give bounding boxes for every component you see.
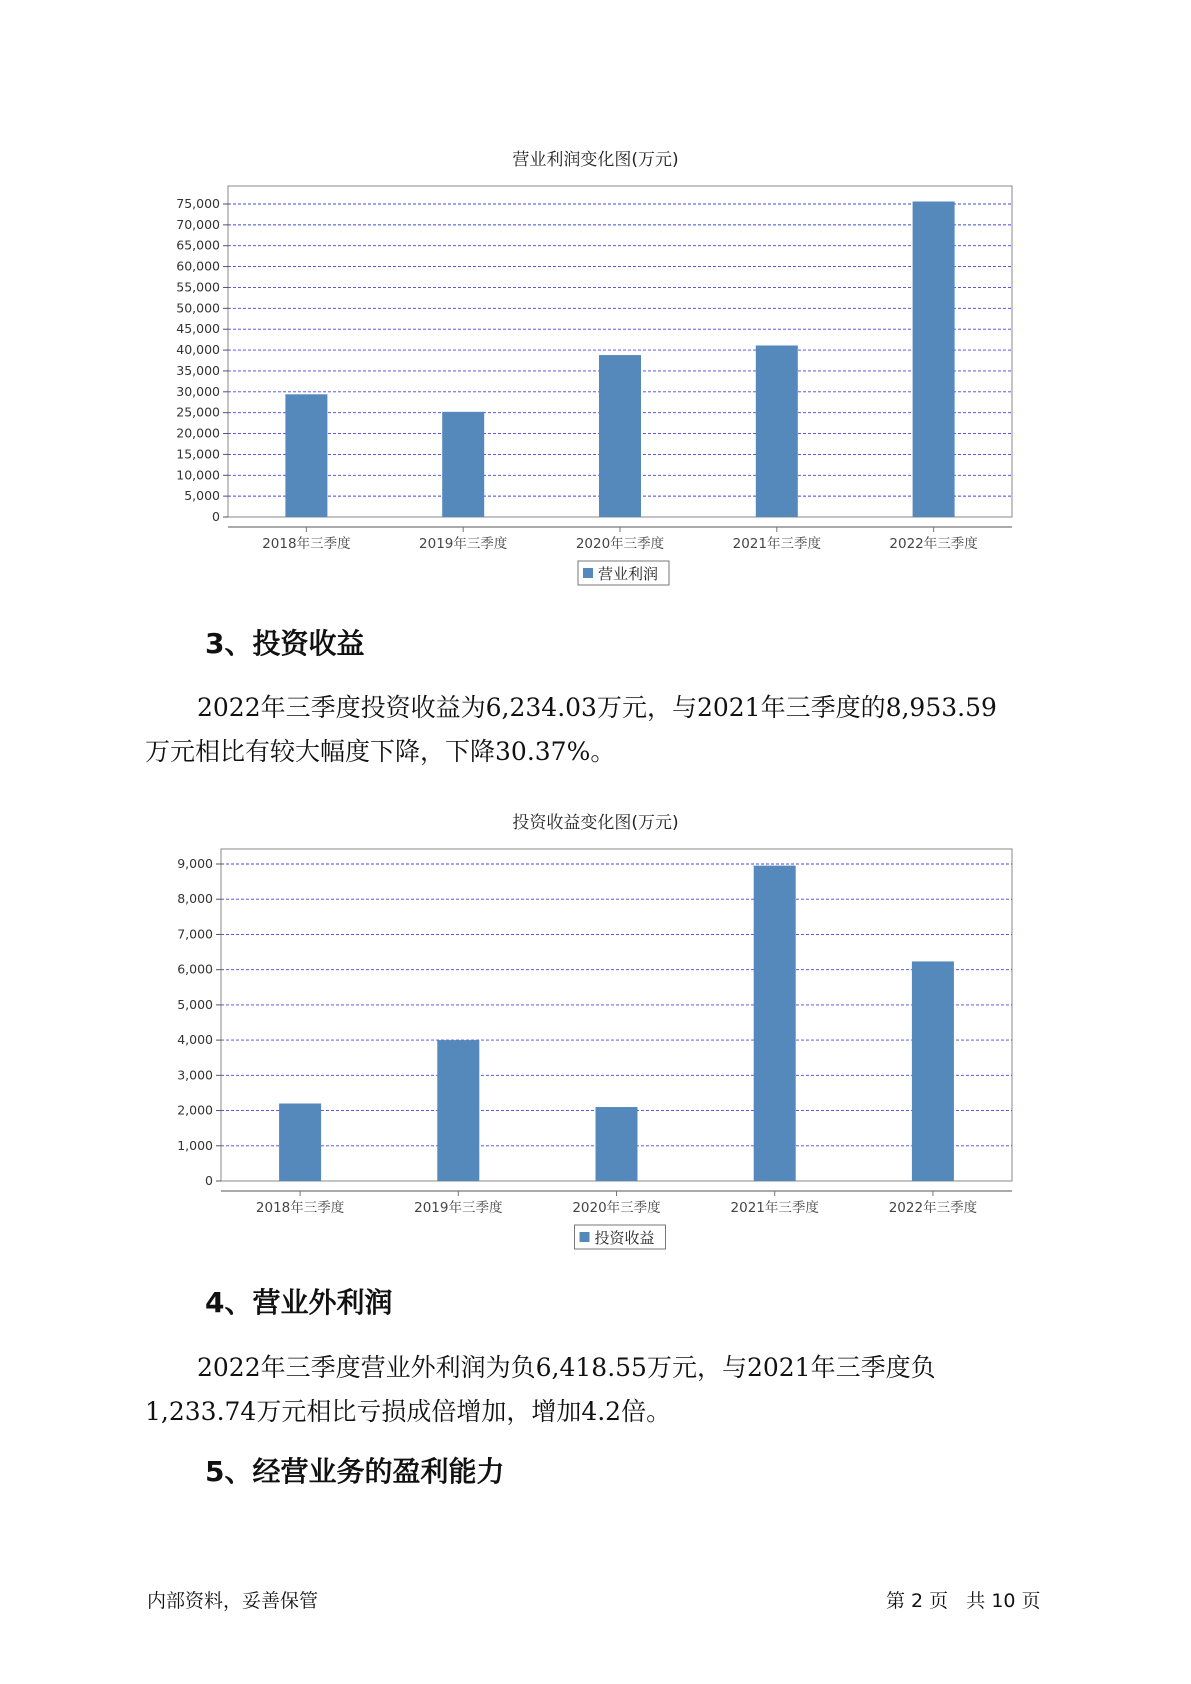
x-tick-label: 2019年三季度 — [414, 1200, 503, 1216]
section-4-line-1: 2022年三季度营业外利润为负6,418.55万元，与2021年三季度负 — [197, 1353, 936, 1382]
y-tick-label: 45,000 — [176, 321, 220, 337]
y-tick-label: 35,000 — [176, 362, 220, 378]
x-tick-label: 2021年三季度 — [732, 536, 821, 552]
y-tick-label: 50,000 — [176, 300, 220, 316]
y-tick-label: 4,000 — [177, 1032, 213, 1048]
y-tick-label: 30,000 — [176, 383, 220, 399]
y-tick-label: 70,000 — [176, 216, 220, 232]
y-tick-label: 15,000 — [176, 446, 220, 462]
y-tick-label: 1,000 — [177, 1137, 213, 1153]
chart2-title: 投资收益变化图(万元) — [512, 813, 679, 833]
y-tick-label: 65,000 — [176, 237, 220, 253]
bar-3 — [596, 1107, 638, 1181]
legend-swatch — [580, 1232, 590, 1242]
y-tick-label: 6,000 — [177, 961, 213, 977]
bar-2 — [437, 1040, 479, 1181]
bar-5 — [912, 961, 954, 1181]
x-tick-label: 2019年三季度 — [419, 536, 508, 552]
x-tick-label: 2020年三季度 — [572, 1200, 661, 1216]
y-tick-label: 75,000 — [176, 196, 220, 211]
section-4-line-2: 1,233.74万元相比亏损成倍增加，增加4.2倍。 — [145, 1397, 672, 1426]
y-tick-label: 3,000 — [177, 1067, 213, 1083]
section-4-heading: 4、营业外利润 — [205, 1286, 393, 1319]
y-tick-label: 8,000 — [177, 891, 213, 907]
y-tick-label: 7,000 — [177, 926, 213, 942]
chart1-title: 营业利润变化图(万元) — [512, 150, 679, 170]
y-tick-label: 25,000 — [176, 404, 220, 420]
bar-4 — [754, 866, 796, 1181]
legend-label: 营业利润 — [598, 565, 659, 583]
y-tick-label: 5,000 — [184, 488, 220, 504]
x-tick-label: 2018年三季度 — [255, 1200, 345, 1216]
x-tick-label: 2018年三季度 — [262, 536, 351, 552]
section-4-paragraph — [145, 1346, 1045, 1434]
x-tick-label: 2022年三季度 — [888, 1200, 978, 1216]
section-3-heading: 3、投资收益 — [205, 627, 365, 660]
bar-1 — [279, 1104, 321, 1181]
x-tick-label: 2022年三季度 — [889, 536, 978, 552]
footer-page-number: 第 2 页 共 10 页 — [886, 1590, 1041, 1612]
legend-label: 投资收益 — [594, 1229, 655, 1247]
y-tick-label: 10,000 — [176, 467, 220, 483]
y-tick-label: 9,000 — [177, 856, 213, 871]
section-3-line-2: 万元相比有较大幅度下降，下降30.37%。 — [145, 737, 616, 766]
y-tick-label: 60,000 — [176, 258, 220, 274]
section-3-line-1: 2022年三季度投资收益为6,234.03万元，与2021年三季度的8,953.59 — [197, 693, 997, 722]
footer-confidential-note: 内部资料，妥善保管 — [147, 1590, 319, 1612]
y-tick-label: 55,000 — [176, 279, 220, 295]
x-tick-label: 2021年三季度 — [730, 1200, 819, 1216]
y-tick-label: 20,000 — [176, 425, 220, 441]
x-tick-label: 2020年三季度 — [575, 536, 665, 552]
y-tick-label: 0 — [212, 509, 220, 524]
y-tick-label: 0 — [205, 1173, 213, 1188]
y-tick-label: 40,000 — [176, 342, 220, 358]
section-5-heading: 5、经营业务的盈利能力 — [205, 1455, 505, 1488]
y-tick-label: 5,000 — [177, 996, 213, 1012]
y-tick-label: 2,000 — [177, 1102, 213, 1118]
